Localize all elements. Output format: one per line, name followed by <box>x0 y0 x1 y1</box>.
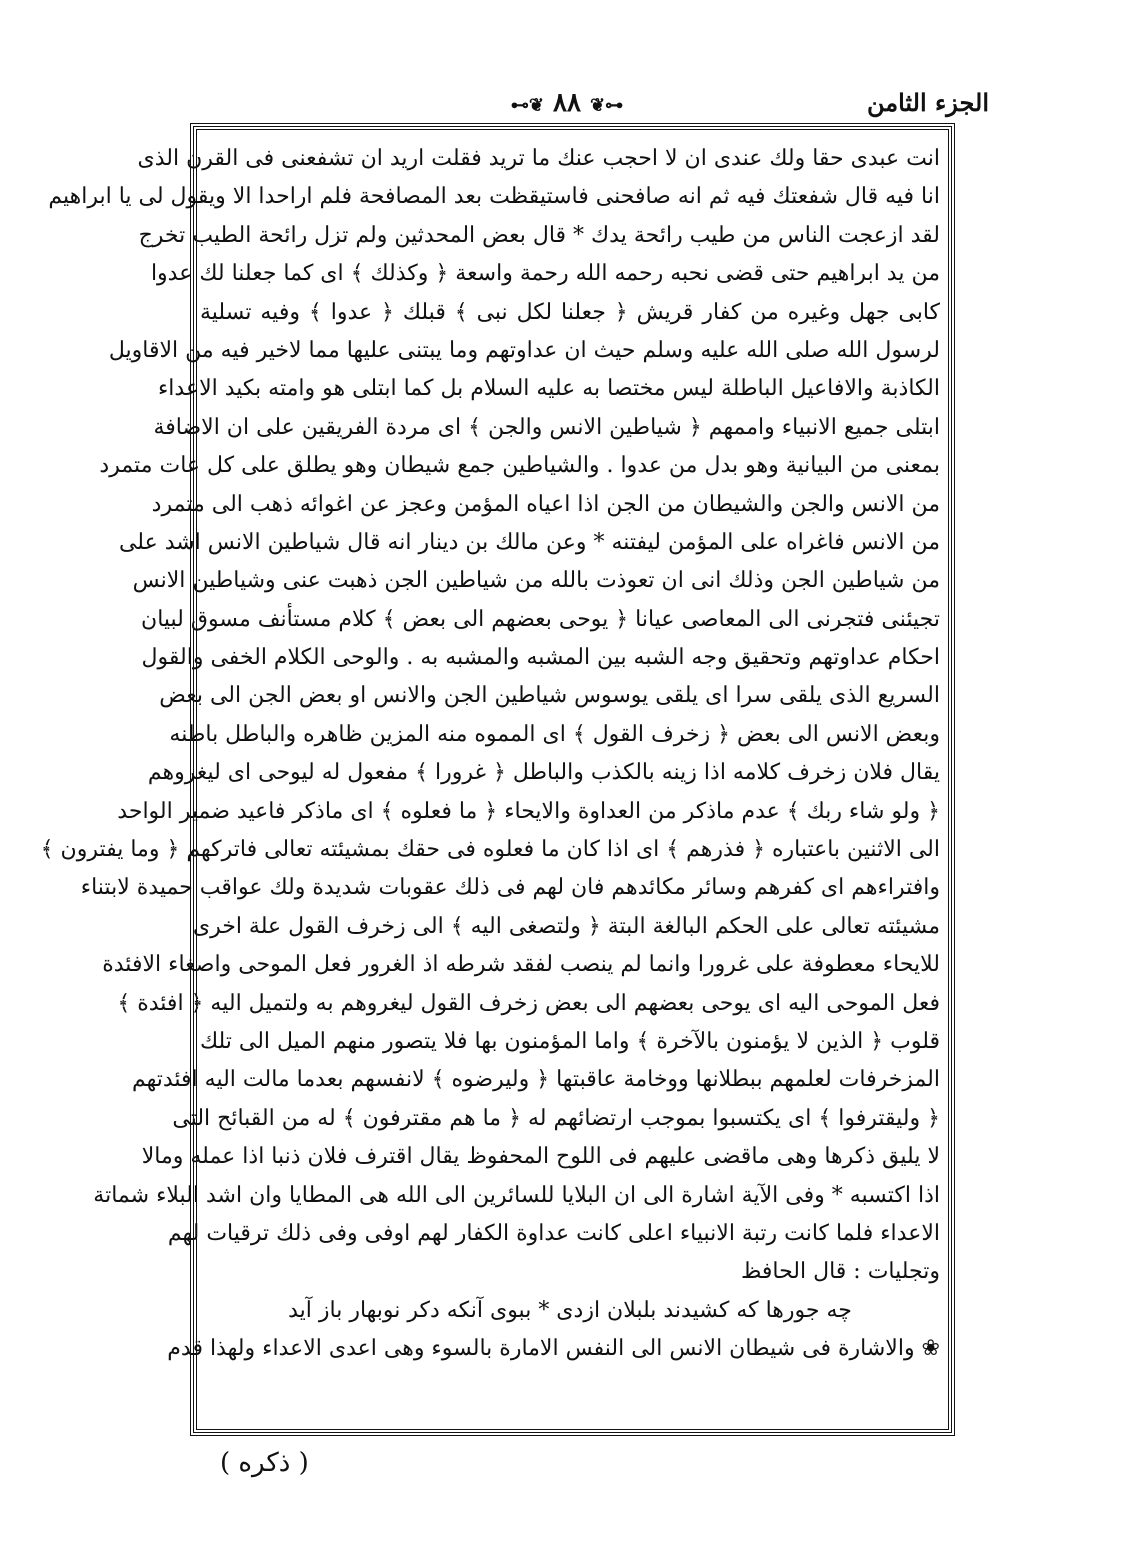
text-line: انا فيه قال شفعتك فيه ثم انه صافحنى فاستيقظت بعد المصافحة فلم اراحدا الا ويقول لى يا ابراهيم <box>48 184 940 210</box>
ornament-left: ⊷❦ <box>510 95 544 116</box>
text-line: لا يليق ذكرها وهى ماقضى عليهم فى اللوح المحفوظ يقال اقترف فلان ذنبا اذا عمله ومالا <box>141 1144 940 1170</box>
text-line: ابتلى جميع الانبياء واممهم ﴿ شياطين الانس والجن ﴾ اى مردة الفريقين على ان الاضافة <box>153 414 940 440</box>
page-number: ٨٨ <box>553 88 581 118</box>
text-line: وتجليات : قال الحافظ <box>741 1259 940 1285</box>
text-line: للايحاء معطوفة على غرورا وانما لم ينصب لفقد شرطه اذ الغرور فعل الموحى واصغاء الافئدة <box>102 952 940 978</box>
text-line: وبعض الانس الى بعض ﴿ زخرف القول ﴾ اى المموه منه المزين ظاهره والباطل باطنه <box>169 721 940 747</box>
text-body <box>40 140 940 1425</box>
text-line: قلوب ﴿ الذين لا يؤمنون بالآخرة ﴾ واما المؤمنون بها فلا يتصور منهم الميل الى تلك <box>199 1028 940 1054</box>
page-header <box>180 88 989 128</box>
text-line: بمعنى من البيانية وهو بدل من عدوا . والشياطين جمع شيطان وهو يطلق على كل عات متمرد <box>99 453 940 479</box>
text-line: من يد ابراهيم حتى قضى نحبه رحمه الله رحمة واسعة ﴿ وكذلك ﴾ اى كما جعلنا لك عدوا <box>150 261 940 287</box>
text-line: من شياطين الجن وذلك انى ان تعوذت بالله من شياطين الجن ذهبت عنى وشياطين الانس <box>132 568 940 594</box>
text-line: احكام عداوتهم وتحقيق وجه الشبه بين المشبه والمشبه به . والوحى الكلام الخفى والقول <box>141 645 940 671</box>
text-line: ﴿ وليقترفوا ﴾ اى يكتسبوا بموجب ارتضائهم له ﴿ ما هم مقترفون ﴾ له من القبائح التى <box>172 1105 940 1131</box>
text-line-last: ❀ والاشارة فى شيطان الانس الى النفس الامارة بالسوء وهى اعدى الاعداء ولهذا قدم <box>167 1336 940 1362</box>
text-line: فعل الموحى اليه اى يوحى بعضهم الى بعض زخرف القول ليغروهم به ولتميل اليه ﴿ افئدة ﴾ <box>117 990 940 1016</box>
text-line: الكاذبة والافاعيل الباطلة ليس مختصا به عليه السلام بل كما ابتلى هو وامته بكيد الاعداء <box>157 376 940 402</box>
page-number-block <box>511 88 623 118</box>
text-line: اذا اكتسبه * وفى الآية اشارة الى ان البلايا للسائرين الى الله هى المطايا وان اشد البلاء شماتة <box>93 1182 940 1208</box>
verse-line: چه جورها كه كشيدند بلبلان ازدى * ببوى آنكه دكر نوبهار باز آيد <box>288 1297 852 1323</box>
text-line: لقد ازعجت الناس من طيب رائحة يدك * قال بعض المحدثين ولم تزل رائحة الطيب تخرج <box>138 222 940 248</box>
text-line: المزخرفات لعلمهم ببطلانها ووخامة عاقبتها ﴿ وليرضوه ﴾ لانفسهم بعدما مالت اليه افئدتهم <box>131 1067 940 1093</box>
text-line: الى الاثنين باعتباره ﴿ فذرهم ﴾ اى اذا كان ما فعلوه فى حقك بمشيئته تعالى فاتركهم ﴿ وما يفترون ﴾ <box>40 837 940 863</box>
text-line: الاعداء فلما كانت رتبة الانبياء اعلى كانت عداوة الكفار لهم اوفى وفى ذلك ترقيات لهم <box>167 1220 940 1246</box>
text-line: يقال فلان زخرف كلامه اذا زينه بالكذب والباطل ﴿ غرورا ﴾ مفعول له ليوحى اى ليغروهم <box>147 760 940 786</box>
text-line: انت عبدى حقا ولك عندى ان لا احجب عنك ما تريد فقلت اريد ان تشفعنى فى القرن الذى <box>137 146 940 171</box>
text-line: مشيئته تعالى على الحكم البالغة البتة ﴿ ولتصغى اليه ﴾ الى زخرف القول علة اخرى <box>192 913 940 939</box>
text-line: تجيئنى فتجرنى الى المعاصى عيانا ﴿ يوحى بعضهم الى بعض ﴾ كلام مستأنف مسوق لبيان <box>141 606 940 632</box>
text-line: كابى جهل وغيره من كفار قريش ﴿ جعلنا لكل نبى ﴾ قبلك ﴿ عدوا ﴾ وفيه تسلية <box>200 299 940 325</box>
running-title: الجزء الثامن <box>866 88 989 117</box>
ornament-right: ❦⊶ <box>590 95 624 116</box>
text-line: من الانس فاغراه على المؤمن ليفتنه * وعن مالك بن دينار انه قال شياطين الانس اشد على <box>118 529 940 555</box>
catchword: ( ذكره ) <box>220 1448 309 1478</box>
text-line: لرسول الله صلى الله عليه وسلم حيث ان عداوتهم وما يبتنى عليها مما لاخير فيه من الاقاويل <box>108 337 940 363</box>
text-line: ﴿ ولو شاء ربك ﴾ عدم ماذكر من العداوة والايحاء ﴿ ما فعلوه ﴾ اى ماذكر فاعيد ضمير الواحد <box>117 798 940 824</box>
text-line: السريع الذى يلقى سرا اى يلقى يوسوس شياطين الجن والانس او بعض الجن الى بعض <box>159 683 940 709</box>
text-line: وافتراءهم اى كفرهم وسائر مكائدهم فان لهم فى ذلك عقوبات شديدة ولك عواقب حميدة لابتناء <box>80 875 940 901</box>
text-line: من الانس والجن والشيطان من الجن اذا اعياه المؤمن وعجز عن اغوائه ذهب الى متمرد <box>151 491 940 517</box>
